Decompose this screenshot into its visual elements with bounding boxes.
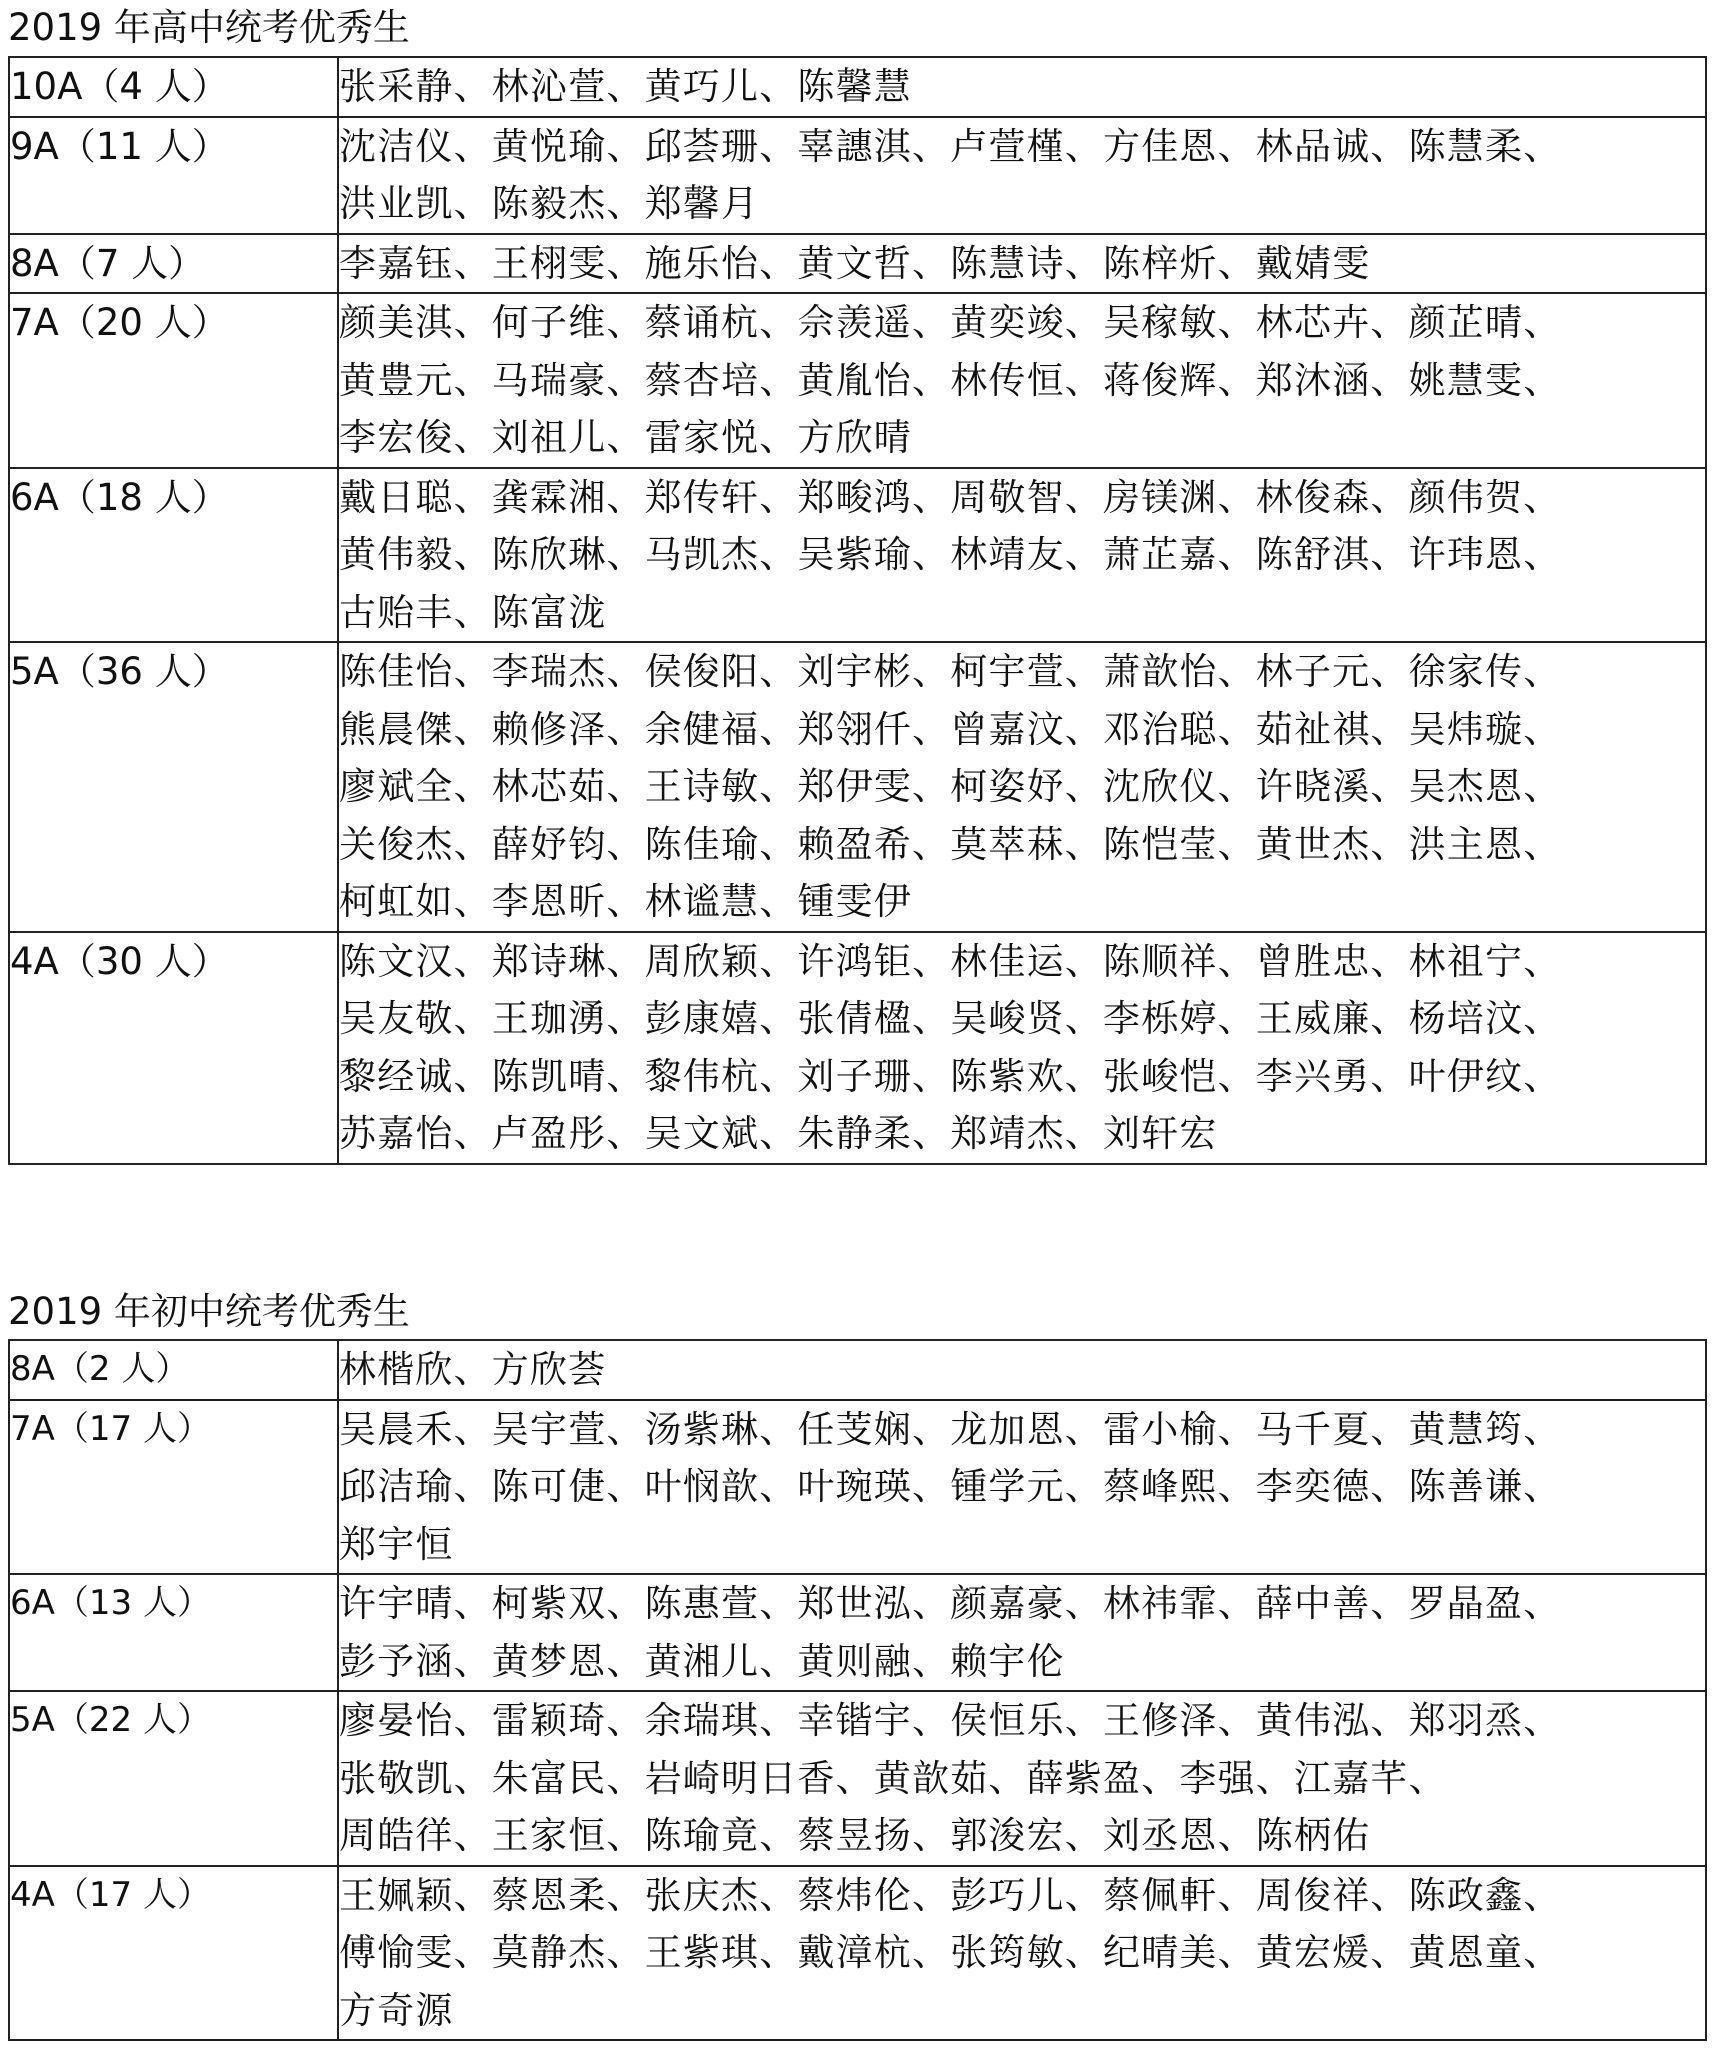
grade-label: 4A（17 人） <box>9 1866 338 2041</box>
names-line: 黄豊元、马瑞豪、蔡杏培、黄胤怡、林传恒、蒋俊辉、郑沐涵、姚慧雯、 <box>339 358 1562 402</box>
student-names <box>338 1574 1706 1691</box>
student-names <box>338 642 1706 932</box>
table-row <box>9 117 1706 234</box>
grade-label: 10A（4 人） <box>9 57 338 117</box>
table-row <box>9 1340 1706 1400</box>
middle-school-table <box>8 1339 1707 2041</box>
names-line: 苏嘉怡、卢盈彤、吴文斌、朱静柔、郑靖杰、刘轩宏 <box>339 1112 1218 1155</box>
table-row <box>9 57 1706 117</box>
names-line: 李嘉钰、王栩雯、施乐怡、黄文哲、陈慧诗、陈梓炘、戴婧雯 <box>339 241 1371 285</box>
table-row <box>9 1574 1706 1691</box>
grade-label: 7A（20 人） <box>9 293 338 468</box>
names-line: 彭予涵、黄梦恩、黄湘儿、黄则融、赖宇伦 <box>339 1639 1065 1683</box>
grade-label: 5A（22 人） <box>9 1691 338 1866</box>
names-line: 傅愉雯、莫静杰、王紫琪、戴漳杭、张筠敏、纪晴美、黄宏煖、黄恩童、 <box>339 1931 1562 1974</box>
student-names <box>338 932 1706 1164</box>
names-line: 周皓徉、王家恒、陈瑜竟、蔡昱扬、郭浚宏、刘丞恩、陈柄佑 <box>339 1814 1371 1857</box>
grade-label: 7A（17 人） <box>9 1400 338 1575</box>
names-line: 戴日聪、龚霖湘、郑传轩、郑畯鸿、周敬智、房镁渊、林俊森、颜伟贺、 <box>339 475 1562 519</box>
names-line: 吴晨禾、吴宇萱、汤紫琳、任芰娴、龙加恩、雷小榆、马千夏、黄慧筠、 <box>339 1407 1562 1451</box>
grade-label: 6A（13 人） <box>9 1574 338 1691</box>
table-row <box>9 932 1706 1164</box>
names-line: 洪业凯、陈毅杰、郑馨月 <box>339 182 760 225</box>
grade-label: 9A（11 人） <box>9 117 338 234</box>
student-names <box>338 1691 1706 1866</box>
grade-label: 6A（18 人） <box>9 468 338 643</box>
table-row <box>9 642 1706 932</box>
names-line: 关俊杰、薛妤钧、陈佳瑜、赖盈希、莫萃菻、陈恺莹、黄世杰、洪主恩、 <box>339 822 1562 866</box>
student-names <box>338 1400 1706 1575</box>
table-row <box>9 468 1706 643</box>
student-names <box>338 293 1706 468</box>
table-row <box>9 1866 1706 2041</box>
student-names <box>338 1340 1706 1400</box>
names-line: 陈佳怡、李瑞杰、侯俊阳、刘宇彬、柯宇萱、萧歆怡、林子元、徐家传、 <box>339 650 1562 693</box>
names-line: 王姵颖、蔡恩柔、张庆杰、蔡炜伦、彭巧儿、蔡佩軒、周俊祥、陈政鑫、 <box>339 1873 1562 1917</box>
high-school-title: 2019 年高中统考优秀生 <box>8 6 410 49</box>
names-line: 邱洁瑜、陈可倢、叶悯歆、叶琬瑛、锺学元、蔡峰熙、李奕德、陈善谦、 <box>339 1465 1562 1508</box>
middle-school-title: 2019 年初中统考优秀生 <box>8 1290 410 1333</box>
names-line: 柯虹如、李恩昕、林谧慧、锺雯伊 <box>339 880 912 923</box>
table-row <box>9 1400 1706 1575</box>
names-line: 廖斌全、林芯茹、王诗敏、郑伊雯、柯姿妤、沈欣仪、许晓溪、吴杰恩、 <box>339 765 1562 808</box>
names-line: 黄伟毅、陈欣琳、马凯杰、吴紫瑜、林靖友、萧芷嘉、陈舒淇、许玮恩、 <box>339 533 1562 576</box>
names-line: 方奇源 <box>339 1988 454 2032</box>
grade-label: 4A（30 人） <box>9 932 338 1164</box>
names-line: 吴友敬、王珈湧、彭康嬉、张倩楹、吴峻贤、李栎婷、王威廉、杨培汶、 <box>339 997 1562 1040</box>
student-names <box>338 468 1706 643</box>
names-line: 黎经诚、陈凯晴、黎伟杭、刘子珊、陈紫欢、张峻恺、李兴勇、叶伊纹、 <box>339 1054 1562 1098</box>
names-line: 熊晨傑、赖修泽、余健福、郑翎仟、曾嘉汶、邓治聪、茹祉祺、吴炜璇、 <box>339 707 1562 751</box>
names-line: 张采静、林沁萱、黄巧儿、陈馨慧 <box>339 65 912 108</box>
student-names <box>338 117 1706 234</box>
high-school-table <box>8 56 1707 1165</box>
grade-label: 8A（2 人） <box>9 1340 338 1400</box>
student-names <box>338 234 1706 294</box>
names-line: 颜美淇、何子维、蔡诵杭、佘羡遥、黄奕竣、吴稼敏、林芯卉、颜芷晴、 <box>339 301 1562 344</box>
names-line: 张敬凯、朱富民、岩崎明日香、黄歆茹、薛紫盈、李强、江嘉芊、 <box>339 1756 1447 1800</box>
names-line: 郑宇恒 <box>339 1522 454 1566</box>
table-row <box>9 234 1706 294</box>
names-line: 沈洁仪、黄悦瑜、邱荟珊、辜譓淇、卢萱槿、方佳恩、林品诚、陈慧柔、 <box>339 124 1562 168</box>
names-line: 许宇晴、柯紫双、陈惠萱、郑世泓、颜嘉豪、林祎霏、薛中善、罗晶盈、 <box>339 1582 1562 1625</box>
grade-label: 8A（7 人） <box>9 234 338 294</box>
names-line: 廖晏怡、雷颖琦、余瑞琪、幸锴宇、侯恒乐、王修泽、黄伟泓、郑羽烝、 <box>339 1699 1562 1742</box>
names-line: 古贻丰、陈富泷 <box>339 590 607 634</box>
grade-label: 5A（36 人） <box>9 642 338 932</box>
student-names <box>338 57 1706 117</box>
names-line: 林楷欣、方欣荟 <box>339 1348 607 1391</box>
table-row <box>9 293 1706 468</box>
names-line: 李宏俊、刘祖儿、雷家悦、方欣晴 <box>339 416 912 459</box>
student-names <box>338 1866 1706 2041</box>
names-line: 陈文汉、郑诗琳、周欣颖、许鸿钜、林佳运、陈顺祥、曾胜忠、林祖宁、 <box>339 939 1562 983</box>
table-row <box>9 1691 1706 1866</box>
